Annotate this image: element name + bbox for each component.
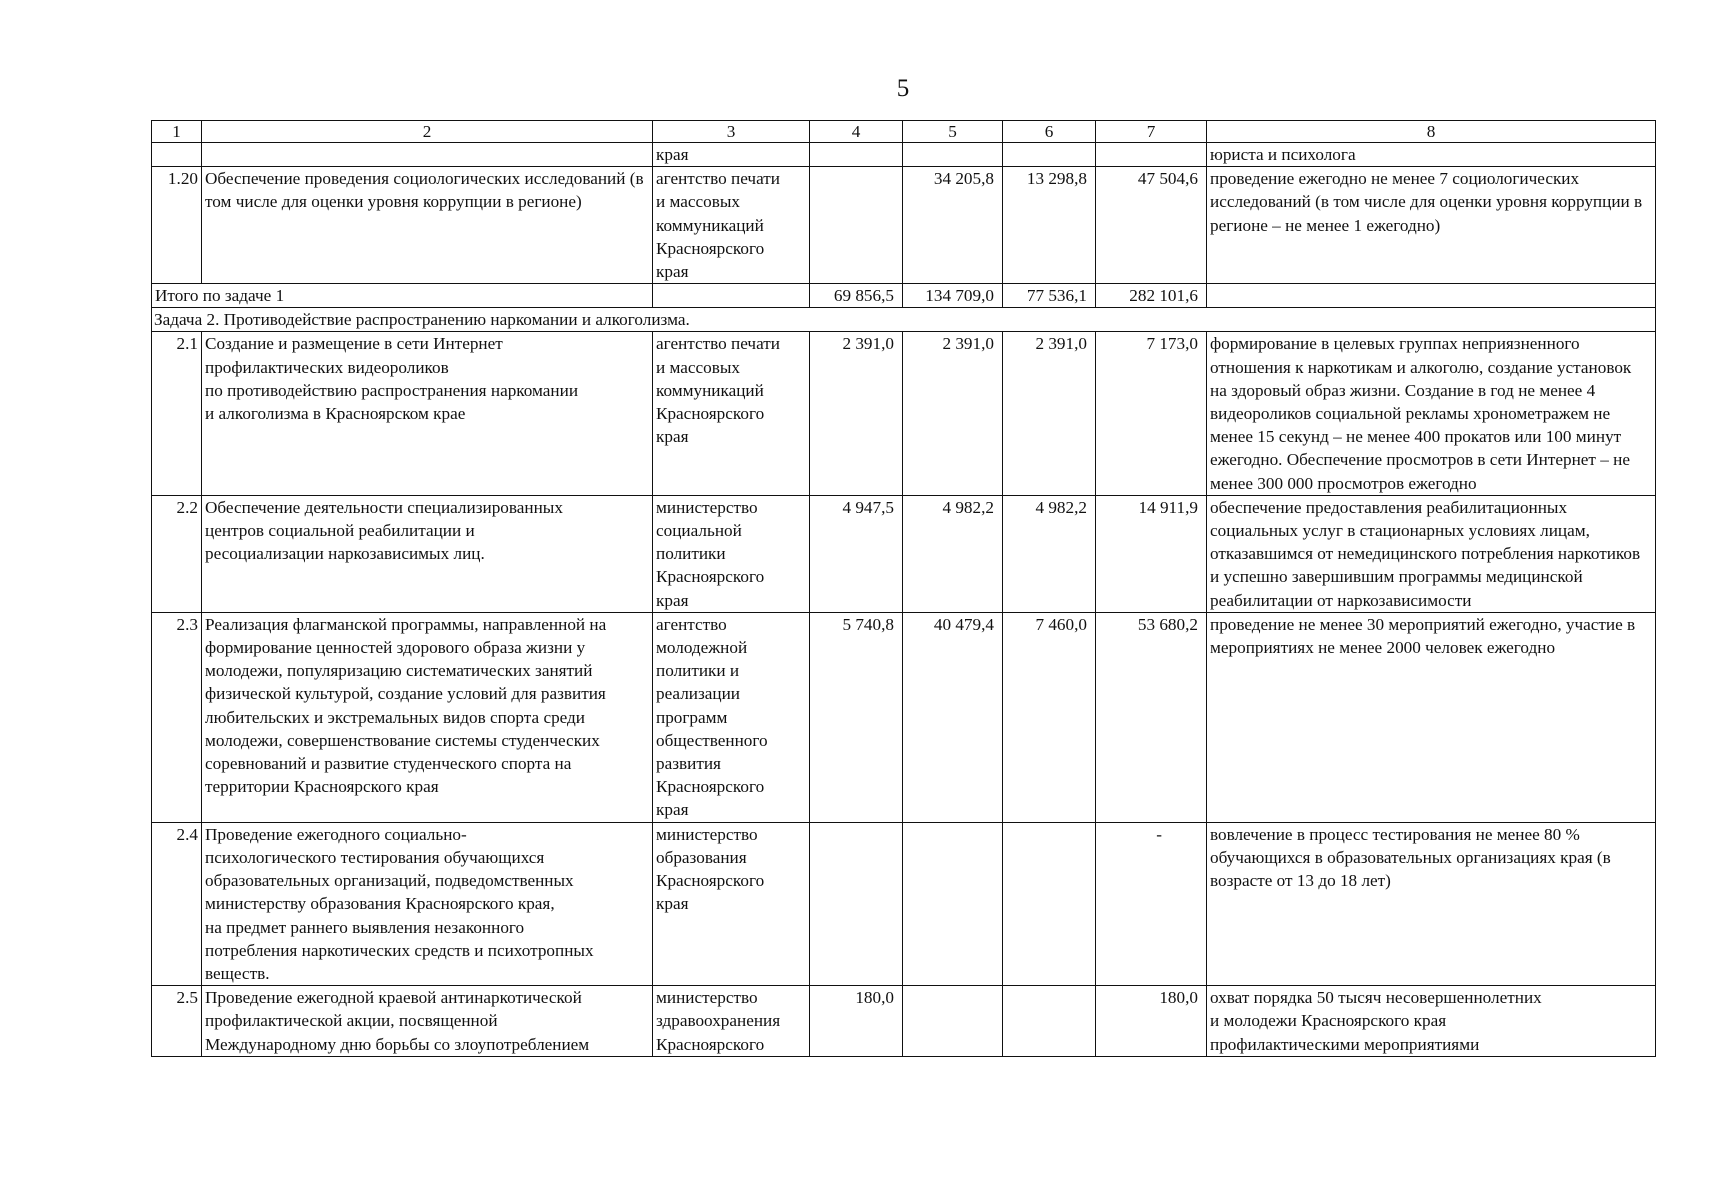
page-number: 5 [896, 75, 910, 102]
value-col4 [810, 167, 903, 284]
value-col6 [1003, 822, 1096, 985]
value-col4 [810, 822, 903, 985]
table-row [152, 495, 1656, 612]
continuation-row [152, 143, 1656, 167]
value-col4: 5 740,8 [810, 612, 903, 822]
column-header: 7 [1096, 121, 1207, 143]
table-row [152, 167, 1656, 284]
value-col5 [903, 986, 1003, 1057]
value-col7: 180,0 [1096, 986, 1207, 1057]
value-col6 [1003, 986, 1096, 1057]
row-number: 2.4 [152, 822, 202, 985]
value-col5: 34 205,8 [903, 167, 1003, 284]
measure-name: Проведение ежегодной краевой антинаркотической профилактической акции, посвященной Международному дню борьбы со злоупотреблением [202, 986, 653, 1057]
result-cell: охват порядка 50 тысяч несовершеннолетних и молодежи Красноярского края профилактическими мероприятиями [1207, 986, 1656, 1057]
task-heading: Задача 2. Противодействие распространению наркомании и алкоголизма. [152, 308, 1656, 332]
executor-cell: края [653, 143, 810, 167]
executor-cell: агентство молодежной политики и реализации программ общественного развития Красноярского края [653, 612, 810, 822]
total-label: Итого по задаче 1 [152, 284, 653, 308]
column-header: 8 [1207, 121, 1656, 143]
total-col5: 134 709,0 [903, 284, 1003, 308]
program-table [151, 120, 1656, 1057]
column-header: 6 [1003, 121, 1096, 143]
executor-cell: министерство образования Красноярского края [653, 822, 810, 985]
result-cell: юриста и психолога [1207, 143, 1656, 167]
measure-name: Проведение ежегодного социально- психологического тестирования обучающихся образовательных организаций, подведомственных министерству образования Красноярского края, на предмет раннего выявления незаконного потребления наркотических средств и психотропных веществ. [202, 822, 653, 985]
table-row [152, 822, 1656, 985]
result-cell: обеспечение предоставления реабилитационных социальных услуг в стационарных условиях лицам, отказавшимся от немедицинского потребления наркотиков и успешно завершившим программы медицинской реабилитации от наркозависимости [1207, 495, 1656, 612]
measure-name: Обеспечение деятельности специализированных центров социальной реабилитации и ресоциализации наркозависимых лиц. [202, 495, 653, 612]
row-number: 2.3 [152, 612, 202, 822]
executor-cell: министерство здравоохранения Красноярского [653, 986, 810, 1057]
result-cell: формирование в целевых группах неприязненного отношения к наркотикам и алкоголю, создание установок на здоровый образ жизни. Создание в год не менее 4 видеороликов социальной рекламы хронометражем не менее 15 секунд – не менее 400 прокатов или 100 минут ежегодно. Обеспечение просмотров в сети Интернет – не менее 300 000 просмотров ежегодно [1207, 332, 1656, 495]
row-number: 1.20 [152, 167, 202, 284]
column-header: 5 [903, 121, 1003, 143]
value-col7: - [1096, 822, 1207, 985]
column-header: 1 [152, 121, 202, 143]
row-number: 2.1 [152, 332, 202, 495]
value-col6: 7 460,0 [1003, 612, 1096, 822]
value-col5: 40 479,4 [903, 612, 1003, 822]
value-col7: 47 504,6 [1096, 167, 1207, 284]
result-cell: проведение ежегодно не менее 7 социологических исследований (в том числе для оценки уровня коррупции в регионе – не менее 1 ежегодно) [1207, 167, 1656, 284]
column-header-row [152, 121, 1656, 143]
row-number: 2.5 [152, 986, 202, 1057]
value-col4: 2 391,0 [810, 332, 903, 495]
task-heading-row [152, 308, 1656, 332]
total-col7: 282 101,6 [1096, 284, 1207, 308]
column-header: 3 [653, 121, 810, 143]
value-col7: 53 680,2 [1096, 612, 1207, 822]
value-col4: 180,0 [810, 986, 903, 1057]
column-header: 2 [202, 121, 653, 143]
executor-cell: агентство печати и массовых коммуникаций Красноярского края [653, 332, 810, 495]
result-cell: вовлечение в процесс тестирования не менее 80 % обучающихся в образовательных организациях края (в возрасте от 13 до 18 лет) [1207, 822, 1656, 985]
value-col5: 4 982,2 [903, 495, 1003, 612]
total-col4: 69 856,5 [810, 284, 903, 308]
executor-cell: агентство печати и массовых коммуникаций Красноярского края [653, 167, 810, 284]
value-col7: 7 173,0 [1096, 332, 1207, 495]
total-row [152, 284, 1656, 308]
measure-name: Создание и размещение в сети Интернет профилактических видеороликов по противодействию распространения наркомании и алкоголизма в Красноярском крае [202, 332, 653, 495]
value-col7: 14 911,9 [1096, 495, 1207, 612]
table-row [152, 612, 1656, 822]
result-cell: проведение не менее 30 мероприятий ежегодно, участие в мероприятиях не менее 2000 человек ежегодно [1207, 612, 1656, 822]
value-col6: 4 982,2 [1003, 495, 1096, 612]
value-col5: 2 391,0 [903, 332, 1003, 495]
total-col6: 77 536,1 [1003, 284, 1096, 308]
value-col4: 4 947,5 [810, 495, 903, 612]
value-col5 [903, 822, 1003, 985]
value-col6: 13 298,8 [1003, 167, 1096, 284]
value-col6: 2 391,0 [1003, 332, 1096, 495]
executor-cell: министерство социальной политики Красноярского края [653, 495, 810, 612]
measure-name: Обеспечение проведения социологических исследований (в том числе для оценки уровня коррупции в регионе) [202, 167, 653, 284]
row-number: 2.2 [152, 495, 202, 612]
table-row [152, 986, 1656, 1057]
measure-name: Реализация флагманской программы, направленной на формирование ценностей здорового образа жизни у молодежи, популяризацию систематических занятий физической культурой, создание условий для развития любительских и экстремальных видов спорта среди молодежи, совершенствование системы студенческих соревнований и развитие студенческого спорта на территории Красноярского края [202, 612, 653, 822]
table-row [152, 332, 1656, 495]
column-header: 4 [810, 121, 903, 143]
